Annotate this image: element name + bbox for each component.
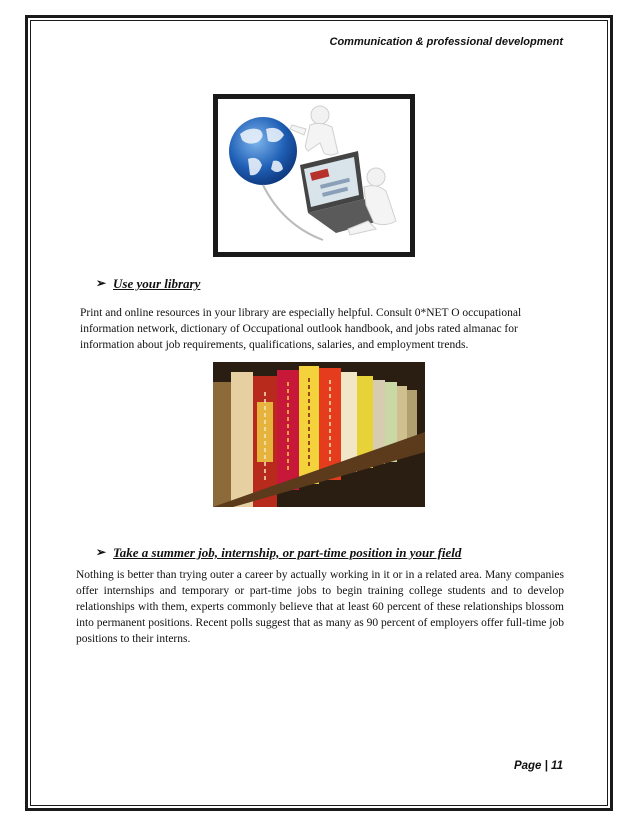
running-header: Communication & professional development [329, 36, 563, 48]
globe-laptop-icon [218, 99, 410, 252]
arrow-bullet-icon: ➢ [96, 276, 107, 290]
section-body-summer-job: Nothing is better than trying outer a career by actually working in it or in a related area. Many companies offer internships and temporary or part-time jobs to begin training college students and to develop relationships with them, experts commonly believe that at least 60 percent of these relationships blossom into permanent positions. Recent polls suggest that as many as 90 percent of employers offer full-time job positions to their interns. [76, 569, 564, 645]
globe-laptop-figures-illustration [213, 94, 415, 257]
bookshelf-photo [213, 362, 425, 507]
section-body-library: Print and online resources in your library are especially helpful. Consult 0*NET O occupational information network, dictionary of Occupational outlook handbook, and jobs rated almanac for information about job requirements, qualifications, salaries, and employment trends. [80, 307, 522, 351]
section-heading-library: Use your library [113, 276, 201, 291]
arrow-bullet-icon: ➢ [96, 545, 107, 559]
books-icon [213, 362, 425, 507]
section-heading-summer-job: Take a summer job, internship, or part-time position in your field [113, 545, 462, 560]
page-number: Page | 11 [513, 760, 563, 772]
